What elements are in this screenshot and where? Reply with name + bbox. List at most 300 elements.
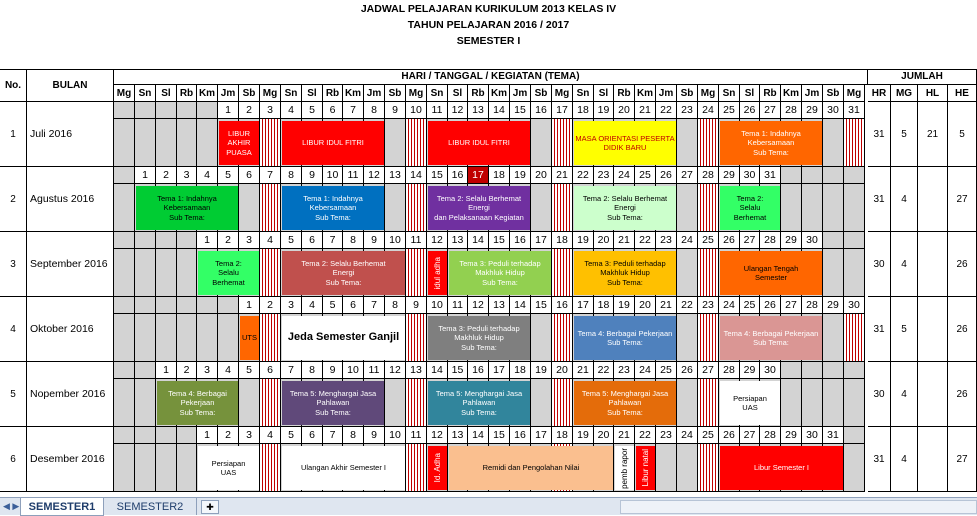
date-cell[interactable]: 28 — [760, 427, 781, 444]
date-cell[interactable] — [114, 102, 135, 119]
date-cell[interactable]: 30 — [823, 102, 844, 119]
date-cell[interactable]: 20 — [614, 102, 635, 119]
body-cell[interactable] — [823, 119, 844, 167]
date-cell[interactable]: 19 — [614, 297, 635, 314]
body-cell[interactable] — [823, 184, 844, 232]
sunday-cell[interactable] — [114, 314, 135, 362]
date-cell[interactable] — [823, 167, 844, 184]
date-cell[interactable]: 5 — [239, 362, 260, 379]
date-cell[interactable]: 4 — [260, 232, 281, 249]
date-cell[interactable]: 9 — [385, 102, 406, 119]
tab-nav-arrows[interactable]: ◀ ▶ — [3, 501, 20, 511]
date-cell[interactable]: 19 — [573, 427, 594, 444]
dayname-sl[interactable]: Sl — [302, 85, 323, 102]
date-cell[interactable]: 22 — [573, 167, 594, 184]
activity-block[interactable]: Tema 2: Selalu Berhemat — [720, 186, 780, 230]
date-cell[interactable]: 27 — [781, 297, 802, 314]
sunday-cell[interactable] — [698, 314, 719, 362]
date-cell[interactable]: 9 — [323, 362, 343, 379]
sunday-cell[interactable] — [260, 314, 281, 362]
dayname-sl[interactable]: Sl — [156, 85, 177, 102]
date-cell[interactable]: 2 — [156, 167, 177, 184]
body-cell[interactable] — [781, 379, 802, 427]
month-name[interactable]: Nopember 2016 — [27, 362, 114, 427]
date-cell[interactable]: 19 — [510, 167, 531, 184]
sum-hr[interactable]: 31 — [868, 167, 891, 232]
date-cell[interactable]: 17 — [573, 297, 594, 314]
tab-semester2[interactable]: SEMESTER2 — [104, 498, 197, 515]
date-cell[interactable] — [177, 297, 197, 314]
sum-he[interactable]: 26 — [948, 297, 977, 362]
date-cell[interactable] — [218, 297, 239, 314]
insert-sheet-icon[interactable]: ✚ — [201, 500, 219, 514]
date-cell[interactable]: 25 — [656, 362, 677, 379]
sum-hl[interactable] — [918, 297, 948, 362]
activity-block[interactable]: Tema 3: Peduli terhadap Makhluk Hidup Sub Tema: — [449, 251, 551, 295]
date-cell[interactable]: 13 — [385, 167, 406, 184]
date-cell[interactable]: 26 — [656, 167, 677, 184]
date-cell[interactable]: 20 — [531, 167, 552, 184]
activity-block[interactable]: Tema 5: Menghargai Jasa Pahlawan Sub Tema: — [428, 381, 530, 425]
date-cell[interactable]: 16 — [468, 362, 489, 379]
sum-header-hl[interactable]: HL — [918, 85, 948, 102]
sum-hr[interactable]: 30 — [868, 362, 891, 427]
dayname-jm[interactable]: Jm — [510, 85, 531, 102]
date-cell[interactable] — [114, 427, 135, 444]
date-cell[interactable]: 15 — [510, 102, 531, 119]
sunday-cell[interactable] — [698, 119, 719, 167]
date-cell[interactable]: 31 — [760, 167, 781, 184]
date-cell[interactable]: 18 — [594, 297, 614, 314]
date-cell[interactable]: 28 — [781, 102, 802, 119]
sum-he[interactable]: 26 — [948, 232, 977, 297]
date-cell[interactable]: 7 — [323, 232, 343, 249]
date-cell[interactable] — [844, 232, 865, 249]
date-cell[interactable]: 27 — [698, 362, 719, 379]
sunday-cell[interactable] — [406, 314, 427, 362]
date-cell[interactable]: 10 — [343, 362, 364, 379]
sunday-cell[interactable] — [552, 119, 573, 167]
date-cell[interactable]: 23 — [656, 232, 677, 249]
sunday-cell[interactable] — [114, 184, 135, 232]
date-cell[interactable]: 21 — [656, 297, 677, 314]
date-cell[interactable] — [114, 232, 135, 249]
activity-block[interactable]: Tema 4: Berbagai Pekerjaan Sub Tema: — [574, 316, 676, 360]
body-cell[interactable] — [802, 379, 823, 427]
sum-mg[interactable]: 4 — [891, 232, 918, 297]
date-cell[interactable]: 30 — [802, 232, 823, 249]
sunday-cell[interactable] — [552, 379, 573, 427]
activity-block[interactable]: Tema 2: Selalu Berhemat Energi Sub Tema: — [282, 251, 405, 295]
date-cell[interactable]: 3 — [281, 297, 302, 314]
date-cell[interactable]: 14 — [468, 427, 489, 444]
sum-hl[interactable] — [918, 362, 948, 427]
date-cell[interactable]: 1 — [197, 232, 218, 249]
dayname-sb[interactable]: Sb — [677, 85, 698, 102]
dayname-rb[interactable]: Rb — [177, 85, 197, 102]
body-cell[interactable] — [677, 184, 698, 232]
date-cell[interactable]: 15 — [489, 427, 510, 444]
date-cell[interactable]: 6 — [343, 297, 364, 314]
date-cell[interactable]: 11 — [406, 427, 427, 444]
activity-block[interactable]: Tema 5: Menghargai Jasa Pahlawan Sub Tema: — [282, 381, 384, 425]
body-cell[interactable] — [823, 379, 844, 427]
activity-block[interactable]: Tema 3: Peduli terhadap Makhluk Hidup Sub Tema: — [574, 251, 676, 295]
activity-block[interactable]: Tema 1: Indahnya Kebersamaan Sub Tema: — [282, 186, 384, 230]
activity-block[interactable]: MASA ORIENTASI PESERTA DIDIK BARU — [574, 121, 676, 165]
dayname-mg[interactable]: Mg — [406, 85, 427, 102]
dayname-sn[interactable]: Sn — [427, 85, 448, 102]
activity-block[interactable] — [428, 446, 447, 490]
sunday-cell[interactable] — [844, 184, 865, 232]
dayname-km[interactable]: Km — [489, 85, 510, 102]
month-no[interactable]: 6 — [0, 427, 27, 492]
activity-block[interactable]: Jeda Semester Ganjil — [282, 316, 405, 360]
date-cell[interactable]: 10 — [385, 427, 406, 444]
date-cell[interactable]: 10 — [406, 102, 427, 119]
date-cell[interactable]: 27 — [760, 102, 781, 119]
date-cell[interactable]: 17 — [552, 102, 573, 119]
date-cell[interactable]: 26 — [740, 102, 760, 119]
date-cell[interactable]: 26 — [719, 427, 740, 444]
date-cell[interactable]: 7 — [323, 427, 343, 444]
date-cell[interactable]: 10 — [427, 297, 448, 314]
body-cell[interactable] — [177, 314, 197, 362]
activity-block[interactable]: Tema 4: Berbagai Pekerjaan Sub Tema: — [157, 381, 238, 425]
sunday-cell[interactable] — [260, 379, 281, 427]
body-cell[interactable] — [823, 314, 844, 362]
sum-hr[interactable]: 31 — [868, 427, 891, 492]
date-cell[interactable]: 5 — [218, 167, 239, 184]
dayname-sb[interactable]: Sb — [239, 85, 260, 102]
date-cell[interactable]: 2 — [218, 232, 239, 249]
body-cell[interactable] — [135, 444, 156, 492]
sunday-cell[interactable] — [552, 184, 573, 232]
sum-he[interactable]: 5 — [948, 102, 977, 167]
sum-mg[interactable]: 5 — [891, 297, 918, 362]
date-cell[interactable] — [197, 102, 218, 119]
date-cell[interactable]: 9 — [364, 232, 385, 249]
body-cell[interactable] — [531, 119, 552, 167]
body-cell[interactable] — [385, 119, 406, 167]
body-cell[interactable] — [218, 314, 239, 362]
date-cell[interactable]: 29 — [781, 427, 802, 444]
date-cell[interactable]: 24 — [698, 102, 719, 119]
body-cell[interactable] — [823, 249, 844, 297]
activity-block[interactable]: Ulangan Akhir Semester I — [282, 446, 405, 490]
date-cell[interactable]: 8 — [364, 102, 385, 119]
date-cell[interactable] — [177, 427, 197, 444]
date-cell[interactable] — [135, 427, 156, 444]
dayname-sn[interactable]: Sn — [281, 85, 302, 102]
date-cell[interactable]: 5 — [281, 232, 302, 249]
activity-block[interactable]: UTS — [240, 316, 259, 360]
dayname-sb[interactable]: Sb — [823, 85, 844, 102]
date-cell[interactable]: 24 — [719, 297, 740, 314]
date-cell[interactable]: 3 — [197, 362, 218, 379]
date-cell[interactable]: 8 — [385, 297, 406, 314]
body-cell[interactable] — [156, 444, 177, 492]
date-cell[interactable]: 10 — [385, 232, 406, 249]
dayname-km[interactable]: Km — [781, 85, 802, 102]
body-cell[interactable] — [239, 184, 260, 232]
sunday-cell[interactable] — [114, 249, 135, 297]
date-cell[interactable]: 4 — [260, 427, 281, 444]
date-cell[interactable]: 18 — [552, 427, 573, 444]
date-cell[interactable]: 22 — [656, 102, 677, 119]
dayname-mg[interactable]: Mg — [552, 85, 573, 102]
sunday-cell[interactable] — [114, 119, 135, 167]
date-cell[interactable]: 26 — [677, 362, 698, 379]
activity-block[interactable] — [428, 251, 447, 295]
date-cell[interactable]: 21 — [552, 167, 573, 184]
date-cell[interactable]: 30 — [760, 362, 781, 379]
date-cell[interactable]: 23 — [677, 102, 698, 119]
date-cell[interactable]: 6 — [260, 362, 281, 379]
month-no[interactable]: 2 — [0, 167, 27, 232]
date-cell[interactable]: 14 — [510, 297, 531, 314]
date-cell[interactable]: 8 — [343, 232, 364, 249]
date-cell[interactable]: 10 — [323, 167, 343, 184]
date-cell[interactable]: 17 — [531, 232, 552, 249]
date-cell[interactable]: 25 — [719, 102, 740, 119]
date-cell[interactable]: 16 — [510, 427, 531, 444]
date-cell[interactable] — [781, 362, 802, 379]
dayname-mg[interactable]: Mg — [844, 85, 865, 102]
body-cell[interactable] — [531, 379, 552, 427]
sunday-cell[interactable] — [844, 444, 865, 492]
date-cell[interactable] — [156, 297, 177, 314]
date-cell[interactable]: 18 — [573, 102, 594, 119]
date-cell[interactable]: 14 — [489, 102, 510, 119]
body-cell[interactable] — [197, 314, 218, 362]
sum-header-mg[interactable]: MG — [891, 85, 918, 102]
dayname-mg[interactable]: Mg — [260, 85, 281, 102]
date-cell[interactable]: 7 — [343, 102, 364, 119]
date-cell[interactable] — [844, 362, 865, 379]
body-cell[interactable] — [135, 119, 156, 167]
dayname-km[interactable]: Km — [197, 85, 218, 102]
sum-he[interactable]: 26 — [948, 362, 977, 427]
body-cell[interactable] — [156, 119, 177, 167]
activity-block[interactable]: Persiapan UAS — [198, 446, 259, 490]
sunday-cell[interactable] — [698, 184, 719, 232]
dayname-sb[interactable]: Sb — [531, 85, 552, 102]
date-cell[interactable]: 6 — [302, 232, 323, 249]
date-cell[interactable]: 25 — [740, 297, 760, 314]
sum-mg[interactable]: 5 — [891, 102, 918, 167]
date-cell[interactable] — [844, 427, 865, 444]
sunday-cell[interactable] — [406, 379, 427, 427]
dayname-jm[interactable]: Jm — [802, 85, 823, 102]
date-cell[interactable]: 6 — [323, 102, 343, 119]
date-cell[interactable]: 21 — [614, 232, 635, 249]
sum-hl[interactable]: 21 — [918, 102, 948, 167]
date-cell[interactable]: 15 — [448, 362, 468, 379]
activity-block[interactable]: Tema 2: Selalu Berhemat — [198, 251, 259, 295]
sunday-cell[interactable] — [260, 444, 281, 492]
date-cell[interactable]: 3 — [260, 102, 281, 119]
date-cell[interactable]: 9 — [364, 427, 385, 444]
sunday-cell[interactable] — [260, 119, 281, 167]
date-cell[interactable]: 7 — [364, 297, 385, 314]
date-cell[interactable]: 20 — [635, 297, 656, 314]
date-cell[interactable]: 11 — [343, 167, 364, 184]
month-name[interactable]: Juli 2016 — [27, 102, 114, 167]
sunday-cell[interactable] — [260, 184, 281, 232]
date-cell[interactable]: 29 — [781, 232, 802, 249]
activity-block[interactable] — [615, 446, 634, 490]
date-cell[interactable]: 29 — [802, 102, 823, 119]
date-cell[interactable]: 15 — [427, 167, 448, 184]
date-cell[interactable] — [135, 297, 156, 314]
sunday-cell[interactable] — [844, 249, 865, 297]
header-jumlah[interactable]: JUMLAH — [868, 69, 977, 85]
date-cell[interactable]: 28 — [760, 232, 781, 249]
body-cell[interactable] — [677, 119, 698, 167]
header-bulan[interactable]: BULAN — [27, 69, 114, 102]
sunday-cell[interactable] — [114, 379, 135, 427]
body-cell[interactable] — [177, 444, 197, 492]
date-cell[interactable]: 27 — [740, 427, 760, 444]
date-cell[interactable]: 3 — [239, 427, 260, 444]
date-cell[interactable] — [135, 362, 156, 379]
dayname-mg[interactable]: Mg — [698, 85, 719, 102]
body-cell[interactable] — [239, 379, 260, 427]
dayname-sb[interactable]: Sb — [385, 85, 406, 102]
date-cell[interactable]: 1 — [156, 362, 177, 379]
date-cell[interactable]: 12 — [364, 167, 385, 184]
date-cell[interactable]: 11 — [427, 102, 448, 119]
sunday-cell[interactable] — [698, 444, 719, 492]
date-cell[interactable] — [135, 102, 156, 119]
date-cell[interactable]: 24 — [677, 232, 698, 249]
date-cell[interactable]: 24 — [677, 427, 698, 444]
horizontal-scrollbar[interactable] — [620, 500, 977, 514]
sum-he[interactable]: 27 — [948, 427, 977, 492]
date-cell[interactable]: 18 — [552, 232, 573, 249]
activity-block[interactable]: Libur Semester I — [720, 446, 843, 490]
date-cell[interactable]: 19 — [594, 102, 614, 119]
dayname-sn[interactable]: Sn — [573, 85, 594, 102]
date-cell[interactable]: 9 — [302, 167, 323, 184]
date-cell[interactable]: 20 — [552, 362, 573, 379]
date-cell[interactable]: 25 — [698, 232, 719, 249]
date-cell[interactable]: 24 — [614, 167, 635, 184]
date-cell[interactable]: 17 — [531, 427, 552, 444]
date-cell[interactable]: 13 — [468, 102, 489, 119]
dayname-sl[interactable]: Sl — [740, 85, 760, 102]
date-cell[interactable]: 16 — [552, 297, 573, 314]
sum-hl[interactable] — [918, 232, 948, 297]
date-cell[interactable]: 11 — [406, 232, 427, 249]
date-cell[interactable]: 2 — [260, 297, 281, 314]
date-cell[interactable]: 28 — [719, 362, 740, 379]
date-cell[interactable]: 25 — [635, 167, 656, 184]
date-cell[interactable]: 3 — [239, 232, 260, 249]
dayname-jm[interactable]: Jm — [656, 85, 677, 102]
date-cell[interactable]: 28 — [698, 167, 719, 184]
date-cell[interactable]: 3 — [177, 167, 197, 184]
date-cell[interactable]: 27 — [740, 232, 760, 249]
body-cell[interactable] — [135, 314, 156, 362]
date-cell[interactable]: 20 — [594, 232, 614, 249]
date-cell[interactable]: 21 — [573, 362, 594, 379]
date-cell[interactable]: 31 — [823, 427, 844, 444]
activity-block[interactable]: Persiapan UAS — [720, 381, 780, 425]
date-cell[interactable]: 30 — [740, 167, 760, 184]
date-cell[interactable]: 4 — [218, 362, 239, 379]
body-cell[interactable] — [135, 379, 156, 427]
date-cell[interactable]: 16 — [510, 232, 531, 249]
date-cell[interactable] — [823, 232, 844, 249]
dayname-sn[interactable]: Sn — [719, 85, 740, 102]
dayname-rb[interactable]: Rb — [323, 85, 343, 102]
date-cell[interactable]: 11 — [364, 362, 385, 379]
sum-hl[interactable] — [918, 427, 948, 492]
activity-block[interactable]: Tema 4: Berbagai Pekerjaan Sub Tema: — [720, 316, 822, 360]
sum-header-hr[interactable]: HR — [868, 85, 891, 102]
date-cell[interactable]: 6 — [302, 427, 323, 444]
sunday-cell[interactable] — [698, 379, 719, 427]
tab-semester1[interactable]: SEMESTER1 — [20, 498, 104, 516]
dayname-jm[interactable]: Jm — [218, 85, 239, 102]
sum-mg[interactable]: 4 — [891, 167, 918, 232]
date-cell[interactable]: 28 — [802, 297, 823, 314]
date-cell[interactable]: 15 — [489, 232, 510, 249]
body-cell[interactable] — [385, 379, 406, 427]
date-cell[interactable]: 22 — [635, 232, 656, 249]
date-cell[interactable] — [114, 297, 135, 314]
date-cell[interactable]: 13 — [448, 232, 468, 249]
body-cell[interactable] — [531, 314, 552, 362]
date-cell[interactable]: 19 — [531, 362, 552, 379]
dayname-km[interactable]: Km — [635, 85, 656, 102]
header-hari-tanggal[interactable]: HARI / TANGGAL / KEGIATAN (TEMA) — [114, 69, 868, 85]
sunday-cell[interactable] — [406, 119, 427, 167]
month-no[interactable]: 3 — [0, 232, 27, 297]
date-cell[interactable]: 17 — [468, 167, 489, 184]
date-cell[interactable]: 14 — [406, 167, 427, 184]
date-cell[interactable]: 26 — [719, 232, 740, 249]
date-cell[interactable]: 7 — [260, 167, 281, 184]
sunday-cell[interactable] — [844, 119, 865, 167]
date-cell[interactable] — [177, 232, 197, 249]
date-cell[interactable]: 30 — [802, 427, 823, 444]
date-cell[interactable]: 8 — [343, 427, 364, 444]
date-cell[interactable]: 18 — [510, 362, 531, 379]
date-cell[interactable]: 5 — [323, 297, 343, 314]
date-cell[interactable] — [156, 102, 177, 119]
date-cell[interactable]: 24 — [635, 362, 656, 379]
date-cell[interactable]: 21 — [614, 427, 635, 444]
month-name[interactable]: Desember 2016 — [27, 427, 114, 492]
date-cell[interactable] — [823, 362, 844, 379]
activity-block[interactable]: Ulangan Tengah Semester — [720, 251, 822, 295]
date-cell[interactable]: 12 — [427, 427, 448, 444]
date-cell[interactable]: 2 — [177, 362, 197, 379]
date-cell[interactable]: 22 — [635, 427, 656, 444]
date-cell[interactable]: 7 — [281, 362, 302, 379]
sunday-cell[interactable] — [406, 444, 427, 492]
activity-block[interactable]: Tema 5: Menghargai Jasa Pahlawan Sub Tema: — [574, 381, 676, 425]
date-cell[interactable]: 27 — [677, 167, 698, 184]
month-no[interactable]: 5 — [0, 362, 27, 427]
sum-mg[interactable]: 4 — [891, 427, 918, 492]
sunday-cell[interactable] — [260, 249, 281, 297]
date-cell[interactable] — [114, 167, 135, 184]
sum-hr[interactable]: 31 — [868, 102, 891, 167]
